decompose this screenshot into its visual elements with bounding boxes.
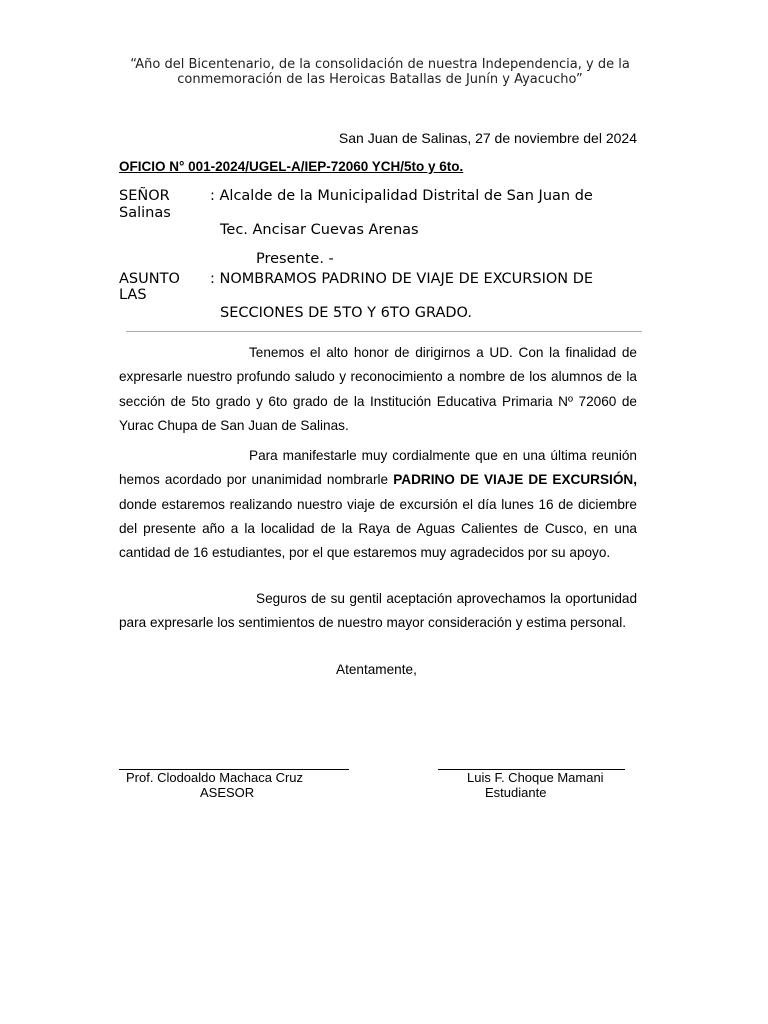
presente-text: Presente. - xyxy=(256,251,334,267)
signer-right-name: Luis F. Choque Mamani xyxy=(467,770,604,785)
paragraph-3-text: Seguros de su gentil aceptación aprovechamos la oportunidad para expresarle los sentimientos de nuestro mayor consideración y estima personal. xyxy=(119,591,637,631)
body-paragraph-1 xyxy=(119,341,637,438)
closing-text: Atentamente, xyxy=(336,662,417,677)
separator-rule xyxy=(126,331,642,332)
paragraph-2-text-cont: donde estaremos realizando nuestro viaje de excursión el día lunes 16 de diciembre del presente año a la localidad de la Raya de Aguas Calientes de Cusco, en una cantidad de 16 estudiantes, por el que estaremos muy agradecidos por su apoyo. xyxy=(119,496,637,561)
addressee-value: : Alcalde de la Municipalidad Distrital de San Juan de xyxy=(210,188,593,204)
subject-label-cont: LAS xyxy=(119,287,147,303)
signer-right-role: Estudiante xyxy=(485,785,547,800)
subject-value-cont: SECCIONES DE 5TO Y 6TO GRADO. xyxy=(220,305,472,321)
header-motto xyxy=(100,57,660,87)
body-paragraph-2 xyxy=(119,444,637,565)
motto-line-2: conmemoración de las Heroicas Batallas de Junín y Ayacucho” xyxy=(177,72,583,87)
oficio-reference: OFICIO N° 001-2024/UGEL-A/IEP-72060 YCH/5to y 6to. xyxy=(119,159,464,174)
paragraph-2-bold: PADRINO DE VIAJE DE EXCURSIÓN, xyxy=(393,472,637,488)
subject-value: : NOMBRAMOS PADRINO DE VIAJE DE EXCURSION DE xyxy=(210,271,594,287)
signer-left-name: Prof. Clodoaldo Machaca Cruz xyxy=(126,770,304,785)
subject-label: ASUNTO xyxy=(119,271,180,287)
paragraph-2-text: Para manifestarle muy cordialmente que en una última reunión hemos acordado por unanimidad nombrarle xyxy=(119,448,637,488)
addressee-label-cont: Salinas xyxy=(119,205,171,221)
addressee-name: Tec. Ancisar Cuevas Arenas xyxy=(220,222,419,238)
signer-left-role: ASESOR xyxy=(200,785,255,800)
motto-line-1: “Año del Bicentenario, de la consolidación de nuestra Independencia, y de la xyxy=(130,57,630,72)
date-line: San Juan de Salinas, 27 de noviembre del 2024 xyxy=(338,130,637,146)
paragraph-1-text: Tenemos el alto honor de dirigirnos a UD. Con la finalidad de expresarle nuestro profundo saludo y reconocimiento a nombre de los alumnos de la sección de 5to grado y 6to grado de la Institución Educativa Primaria Nº 72060 de Yurac Chupa de San Juan de Salinas. xyxy=(119,345,637,433)
body-paragraph-3 xyxy=(119,587,637,636)
addressee-label: SEÑOR xyxy=(119,188,170,204)
